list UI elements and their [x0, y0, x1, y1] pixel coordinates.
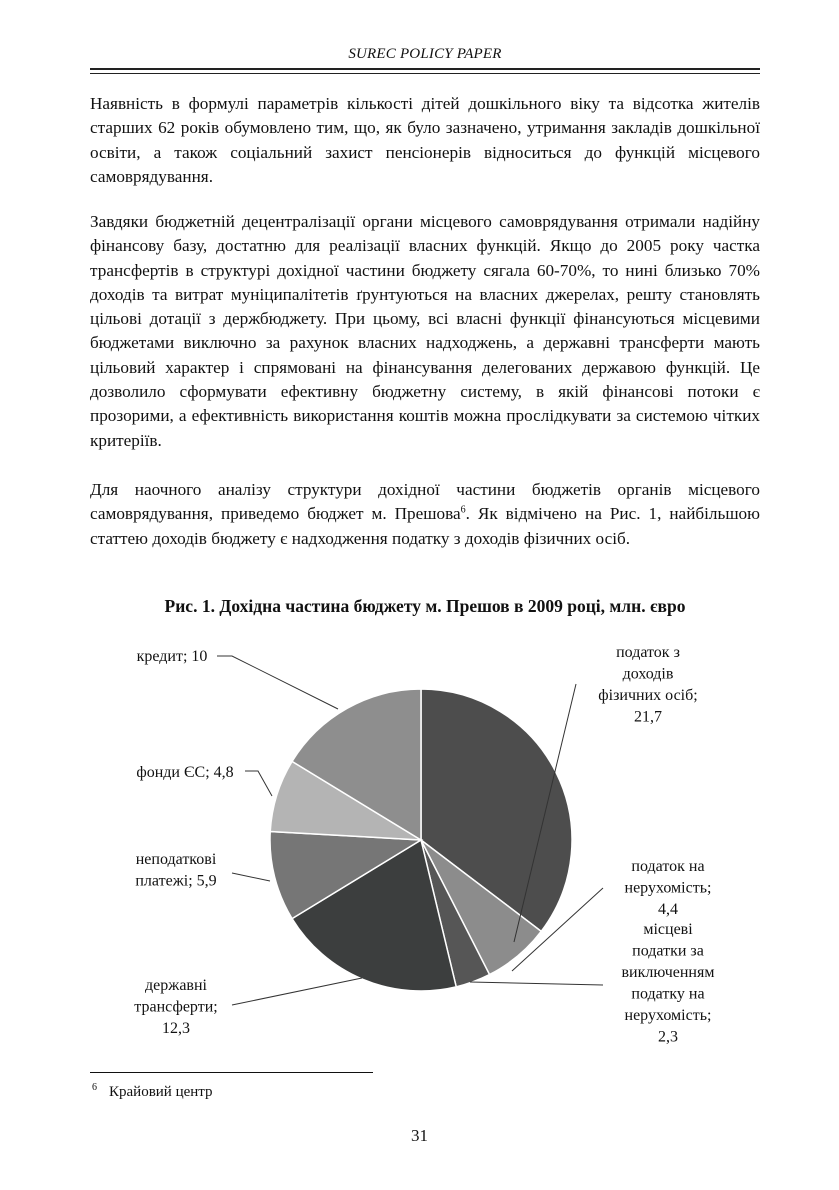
page-number: 31 — [411, 1126, 428, 1145]
footnote — [92, 1084, 213, 1101]
paragraph-3-text-b: . Як відмічено на Рис. 1, найбільшою статтею доходів бюджету є надходження податку з доходів фізичних осіб. — [90, 504, 760, 548]
slice-label-1: податок на нерухомість; 4,4 — [624, 858, 712, 918]
leader-line-4 — [232, 873, 270, 881]
slice-label-4: неподаткові платежі; 5,9 — [135, 851, 217, 890]
leader-line-3 — [232, 978, 362, 1005]
slice-label-3: державні трансферти; 12,3 — [134, 977, 218, 1037]
paragraph-2: Завдяки бюджетній децентралізації органи місцевого самоврядування отримали надійну фінансову базу, достатню для реалізації власних функцій. Якщо до 2005 року частка трансфертів в структурі дохідної частини бюджету сягала 60-70%, то нині близько 70% доходів та витрат муніципалітетів ґрунтуються на власних джерелах, решту становлять цільові дотації з держбюджету. При цьому, всі власні функції фінансуються місцевими бюджетами виключно за рахунок власних надходжень, а державні трансферти мають цільовий характер і спрямовані на фінансування делегованих державою функцій. Це дозволило сформувати ефективну бюджетну систему, в якій фінансові потоки є прозорими, а ефективність використання коштів можна прослідкувати за системою чітких критеріїв. — [90, 212, 760, 450]
footnote-rule — [90, 1072, 373, 1073]
footnote-reference[interactable]: 6 — [460, 504, 466, 516]
running-header: SUREC POLICY PAPER — [348, 46, 502, 62]
paragraph-1: Наявність в формулі параметрів кількості дітей дошкільного віку та відсотка жителів старших 62 років обумовлено тим, що, як було зазначено, утримання закладів дошкільної освіти, а також соціальний захист пенсіонерів відноситься до функцій місцевого самоврядування. — [90, 94, 760, 186]
paragraph-3-text-a: Для наочного аналізу структури дохідної частини бюджетів органів місцевого самоврядування, приведемо бюджет м. Прешова — [90, 480, 760, 524]
footnote-number: 6 — [92, 1082, 97, 1093]
slice-label-6: кредит; 10 — [136, 648, 208, 665]
leader-line-5 — [245, 771, 272, 796]
leader-line-2 — [470, 982, 603, 985]
slice-label-0: податок з доходів фізичних осіб; 21,7 — [598, 644, 698, 726]
slice-label-5: фонди ЄС; 4,8 — [136, 764, 234, 781]
leader-line-6 — [217, 656, 338, 709]
footnote-text: Крайовий центр — [109, 1084, 213, 1100]
figure-caption: Рис. 1. Дохідна частина бюджету м. Прешов в 2009 році, млн. євро — [164, 596, 686, 616]
slice-label-2: місцеві податки за виключенням податку на нерухомість; 2,3 — [621, 921, 715, 1046]
